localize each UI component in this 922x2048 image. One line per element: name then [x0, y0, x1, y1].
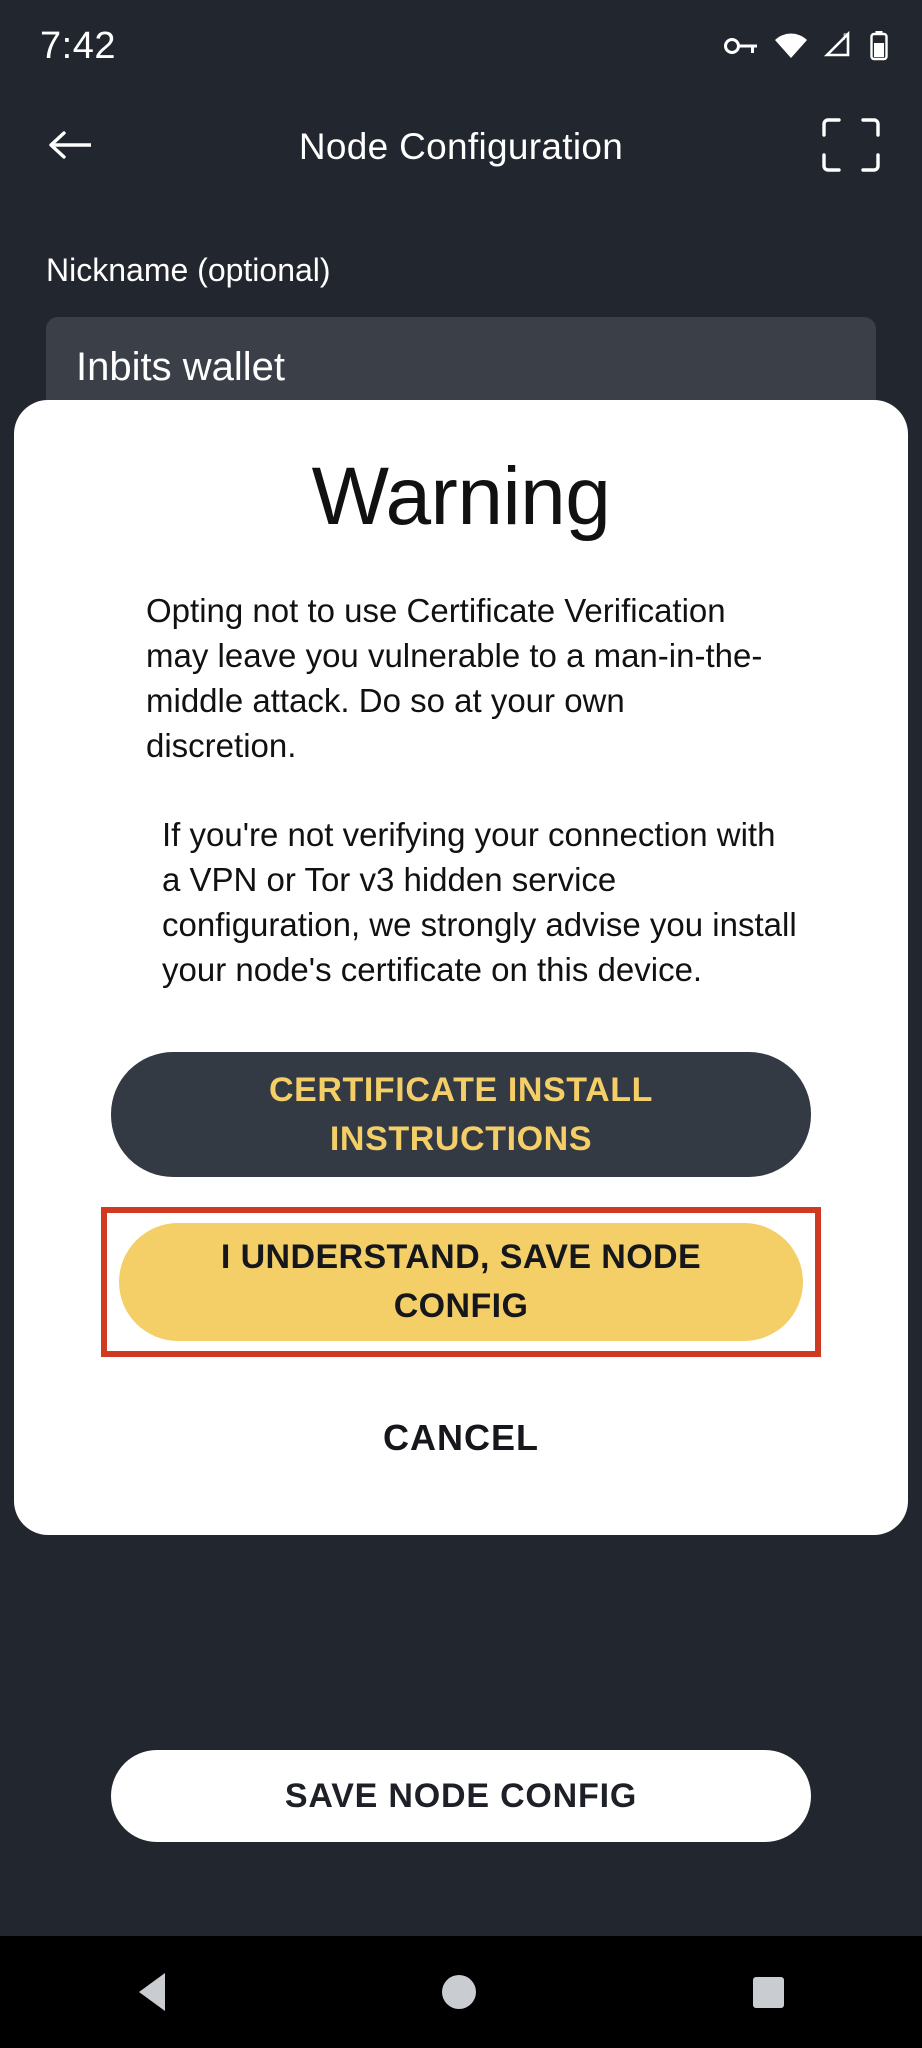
android-nav-bar: [0, 1936, 922, 2048]
certificate-install-instructions-button[interactable]: CERTIFICATE INSTALL INSTRUCTIONS: [111, 1052, 811, 1177]
bottom-action-bar: [0, 1656, 922, 1936]
app-bar: [0, 92, 922, 202]
warning-dialog: [14, 400, 908, 1535]
page-title: Node Configuration: [298, 126, 624, 167]
nickname-value: Inbits wallet: [76, 345, 285, 389]
qr-scan-icon: [821, 117, 881, 178]
qr-scan-button[interactable]: [818, 114, 884, 180]
nav-back-button[interactable]: [139, 1973, 165, 2011]
nav-recents-icon: [753, 1977, 784, 2008]
battery-icon: [870, 31, 888, 61]
dialog-paragraph-1: Opting not to use Certificate Verification may leave you vulnerable to a man-in-the-middle attack. Do so at your own discretion.: [146, 592, 763, 764]
svg-text:R: R: [843, 32, 850, 42]
nav-recents-button[interactable]: [753, 1977, 784, 2008]
dialog-actions: [14, 1052, 908, 1477]
vpn-key-icon: [724, 34, 758, 58]
status-icons: [724, 31, 888, 61]
dialog-paragraph-2: If you're not verifying your connection with a VPN or Tor v3 hidden service configuration, we strongly advise you install your node's certificate on this device.: [162, 816, 797, 988]
understand-save-highlight: [101, 1207, 821, 1357]
i-understand-save-node-config-button[interactable]: I UNDERSTAND, SAVE NODE CONFIG: [119, 1223, 803, 1341]
nav-home-icon: [442, 1975, 476, 2009]
nickname-label: Nickname (optional): [46, 252, 331, 288]
nav-back-icon: [139, 1973, 165, 2011]
wifi-icon: [774, 33, 808, 59]
cancel-button[interactable]: CANCEL: [383, 1417, 539, 1458]
status-time: 7:42: [40, 24, 116, 67]
back-button[interactable]: [38, 114, 104, 180]
status-bar: [0, 0, 922, 92]
save-node-config-button[interactable]: SAVE NODE CONFIG: [111, 1750, 811, 1842]
dialog-title: Warning: [311, 451, 611, 542]
arrow-back-icon: [47, 125, 95, 170]
cellular-roaming-icon: [824, 31, 854, 61]
nav-home-button[interactable]: [442, 1975, 476, 2009]
